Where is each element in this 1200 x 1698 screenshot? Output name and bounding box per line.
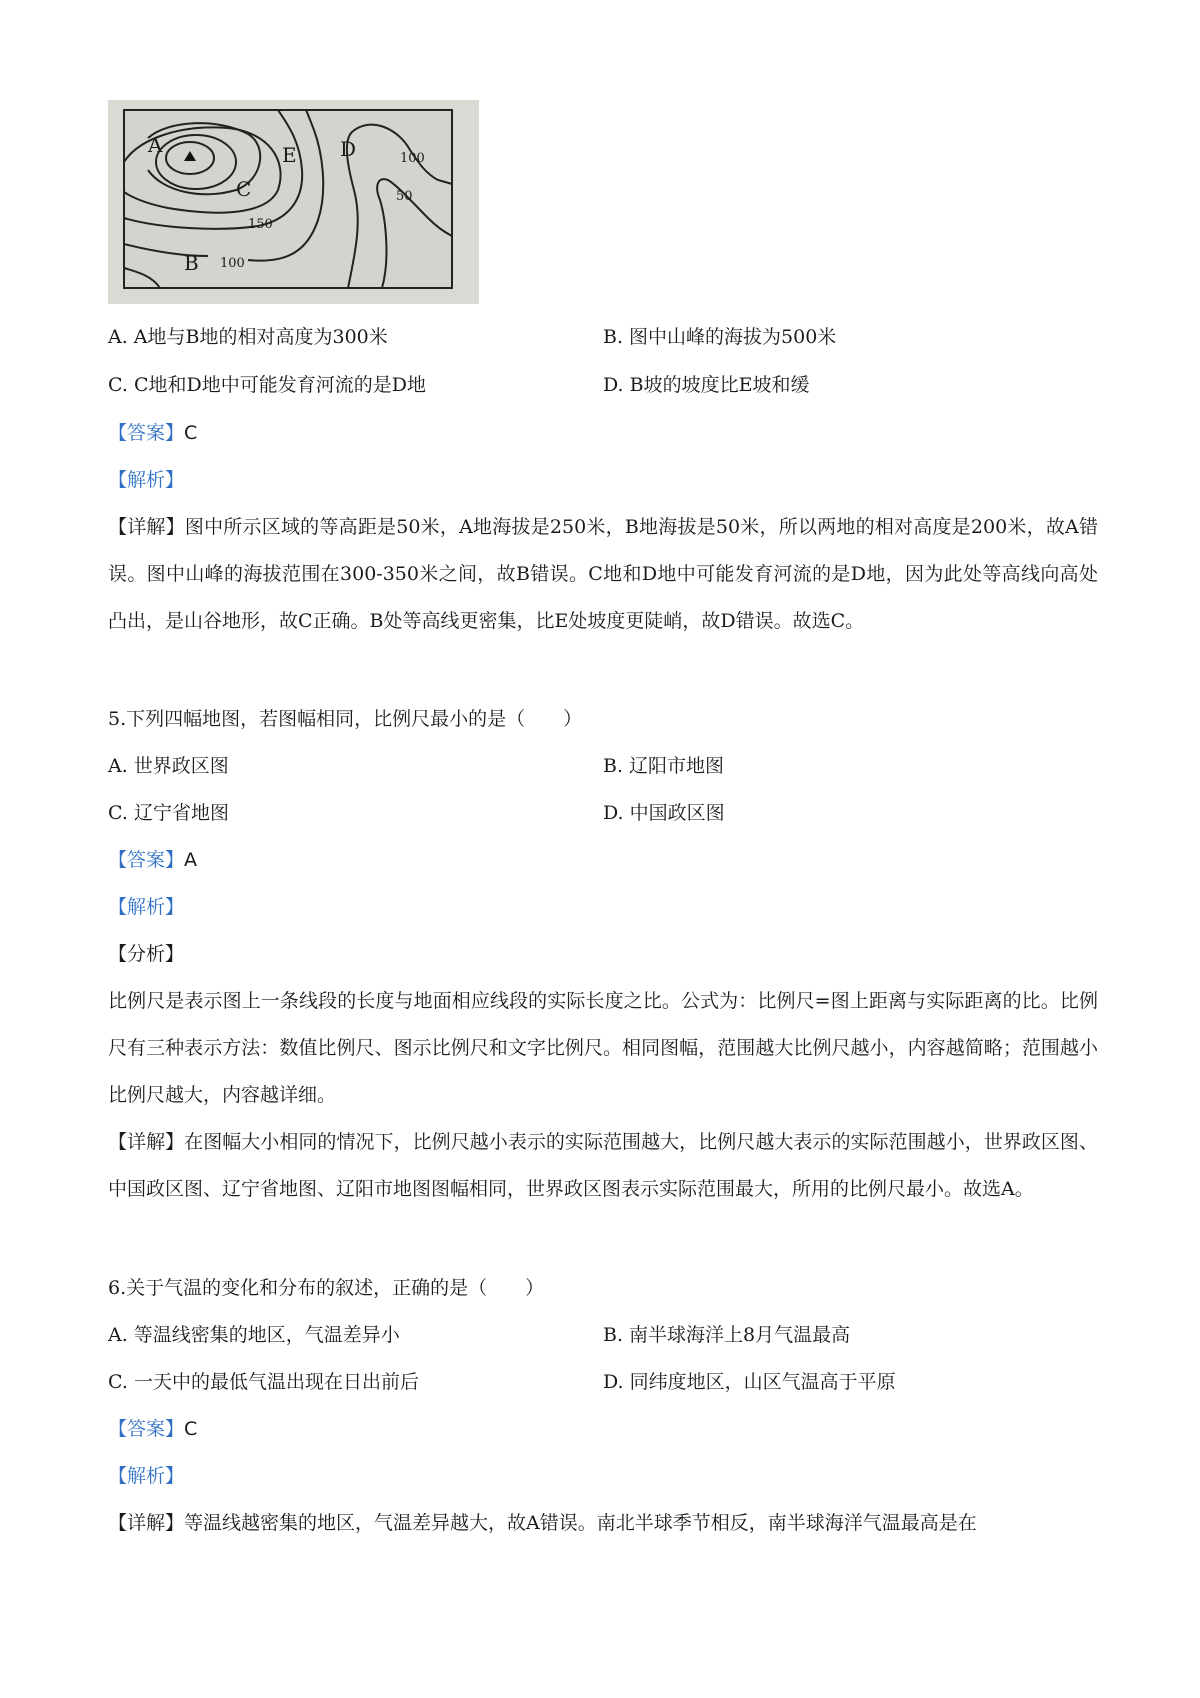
q6-detail-text: 等温线越密集的地区，气温差异越大，故A错误。南北半球季节相反，南半球海洋气温最高是在 (184, 1512, 977, 1534)
q6-option-a: A. 等温线密集的地区，气温差异小 (108, 1324, 400, 1346)
q4-answer-label: 【答案】 (108, 422, 185, 444)
q6-answer-value: C (184, 1418, 198, 1440)
q5-analysis-label: 【解析】 (108, 896, 185, 918)
q6-detail-label: 【详解】 (108, 1512, 185, 1534)
map-label-a: A (148, 133, 163, 157)
q6-detail (108, 1500, 1098, 1547)
q5-fenxi-label: 【分析】 (108, 943, 185, 965)
q6-analysis-label: 【解析】 (108, 1465, 185, 1487)
q5-option-c: C. 辽宁省地图 (108, 802, 229, 824)
map-label-d: D (340, 137, 357, 161)
q4-option-c: C. C地和D地中可能发育河流的是D地 (108, 374, 426, 396)
q4-answer-value: C (184, 422, 198, 444)
q5-answer-value: A (184, 849, 198, 871)
q6-answer (108, 1415, 197, 1443)
q5-answer (108, 846, 197, 874)
q5-fenxi-text: 比例尺是表示图上一条线段的长度与地面相应线段的实际长度之比。公式为：比例尺=图上距离与实际距离的比。比例尺有三种表示方法：数值比例尺、图示比例尺和文字比例尺。相同图幅，范围越大比例尺越小，内容越简略；范围越小比例尺越大，内容越详细。 (108, 990, 1098, 1106)
q5-answer-label: 【答案】 (108, 849, 185, 871)
map-label-b: B (184, 251, 199, 275)
q6-stem: 6.关于气温的变化和分布的叙述，正确的是（ ） (108, 1277, 545, 1299)
q5-option-b: B. 辽阳市地图 (603, 755, 725, 777)
q5-detail (108, 1119, 1098, 1213)
q5-stem: 5.下列四幅地图，若图幅相同，比例尺最小的是（ ） (108, 708, 583, 730)
q5-detail-text: 在图幅大小相同的情况下，比例尺越小表示的实际范围越大，比例尺越大表示的实际范围越小，世界政区图、中国政区图、辽宁省地图、辽阳市地图图幅相同，世界政区图表示实际范围最大，所用的比例尺最小。故选A。 (108, 1131, 1098, 1200)
q6-option-c: C. 一天中的最低气温出现在日出前后 (108, 1371, 419, 1393)
contour-label-100-left: 100 (220, 256, 245, 271)
q4-option-b: B. 图中山峰的海拔为500米 (603, 326, 837, 348)
q4-detail-text: 图中所示区域的等高距是50米，A地海拔是250米，B地海拔是50米，所以两地的相对高度是200米，故A错误。图中山峰的海拔范围在300-350米之间，故B错误。C地和D地中可能发育河流的是D地，因为此处等高线向高处凸出，是山谷地形，故C正确。B处等高线更密集，比E处坡度更陡峭，故D错误。故选C。 (108, 516, 1098, 632)
q4-option-a: A. A地与B地的相对高度为300米 (108, 326, 388, 348)
q4-option-d: D. B坡的坡度比E坡和缓 (603, 374, 810, 396)
contour-label-150: 150 (248, 217, 273, 232)
q5-option-a: A. 世界政区图 (108, 755, 229, 777)
q5-option-d: D. 中国政区图 (603, 802, 725, 824)
q4-detail (108, 504, 1098, 645)
q5-detail-label: 【详解】 (108, 1131, 185, 1153)
q4-analysis-label: 【解析】 (108, 469, 185, 491)
contour-map (108, 100, 479, 304)
contour-map-figure (108, 100, 479, 304)
q4-answer (108, 419, 197, 447)
contour-label-100-right: 100 (400, 151, 425, 166)
map-label-e: E (282, 143, 297, 167)
q6-option-d: D. 同纬度地区，山区气温高于平原 (603, 1371, 896, 1393)
map-label-c: C (236, 177, 252, 201)
q6-answer-label: 【答案】 (108, 1418, 185, 1440)
q4-detail-label: 【详解】 (108, 516, 185, 538)
contour-label-50: 50 (396, 189, 413, 204)
q6-option-b: B. 南半球海洋上8月气温最高 (603, 1324, 851, 1346)
